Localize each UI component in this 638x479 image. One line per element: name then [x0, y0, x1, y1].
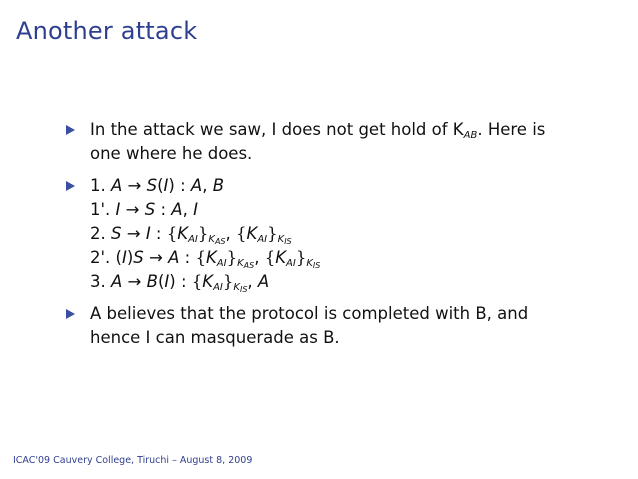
bullet-triangle-icon: [66, 125, 75, 135]
protocol-step-3: 3. A → B(I) : $\{K_{AI}\}_{K_{IS}}$, A: [90, 272, 270, 294]
bullet-1-line-1: [90, 118, 624, 142]
step-label: 1.: [90, 176, 106, 195]
bullet-3-line-1: A believes that the protocol is completed with B, and: [90, 304, 529, 323]
protocol-step-2-prime: 2'. (I)S → A : $\{K_{AI}\}_{K_{AS}}$, $\{K_{AI}\}_{K_{IS}}$: [90, 248, 321, 270]
step-label: 1'.: [90, 200, 111, 219]
bullet-item-1: [64, 118, 624, 166]
slide-footer: ICAC'09 Cauvery College, Tiruchi – August 8, 2009: [13, 455, 253, 466]
bullet-item-3: [64, 302, 624, 350]
protocol-step-1-prime: 1'. I → S : A, I: [90, 200, 198, 219]
protocol-step-1: 1. A → S(I) : A, B: [90, 176, 225, 195]
bullet-1-text-a: In the attack we saw, I does not get hold of K: [90, 120, 464, 139]
bullet-3-line-2: hence I can masquerade as B.: [90, 328, 340, 347]
protocol-step-2: 2. S → I : $\{K_{AI}\}_{K_{AS}}$, $\{K_{AI}\}_{K_{IS}}$: [90, 224, 292, 246]
slide-title: Another attack: [16, 17, 198, 45]
step-label: 3.: [90, 272, 106, 291]
step-label: 2.: [90, 224, 106, 243]
bullet-triangle-icon: [66, 309, 75, 319]
bullet-1-subscript: AB: [463, 130, 478, 141]
bullet-item-2: [64, 174, 624, 294]
bullet-1-text-b: . Here is: [477, 120, 546, 139]
step-label: 2'.: [90, 248, 111, 267]
bullet-list: [64, 118, 624, 358]
bullet-triangle-icon: [66, 181, 75, 191]
bullet-1-line-2: one where he does.: [90, 144, 253, 163]
